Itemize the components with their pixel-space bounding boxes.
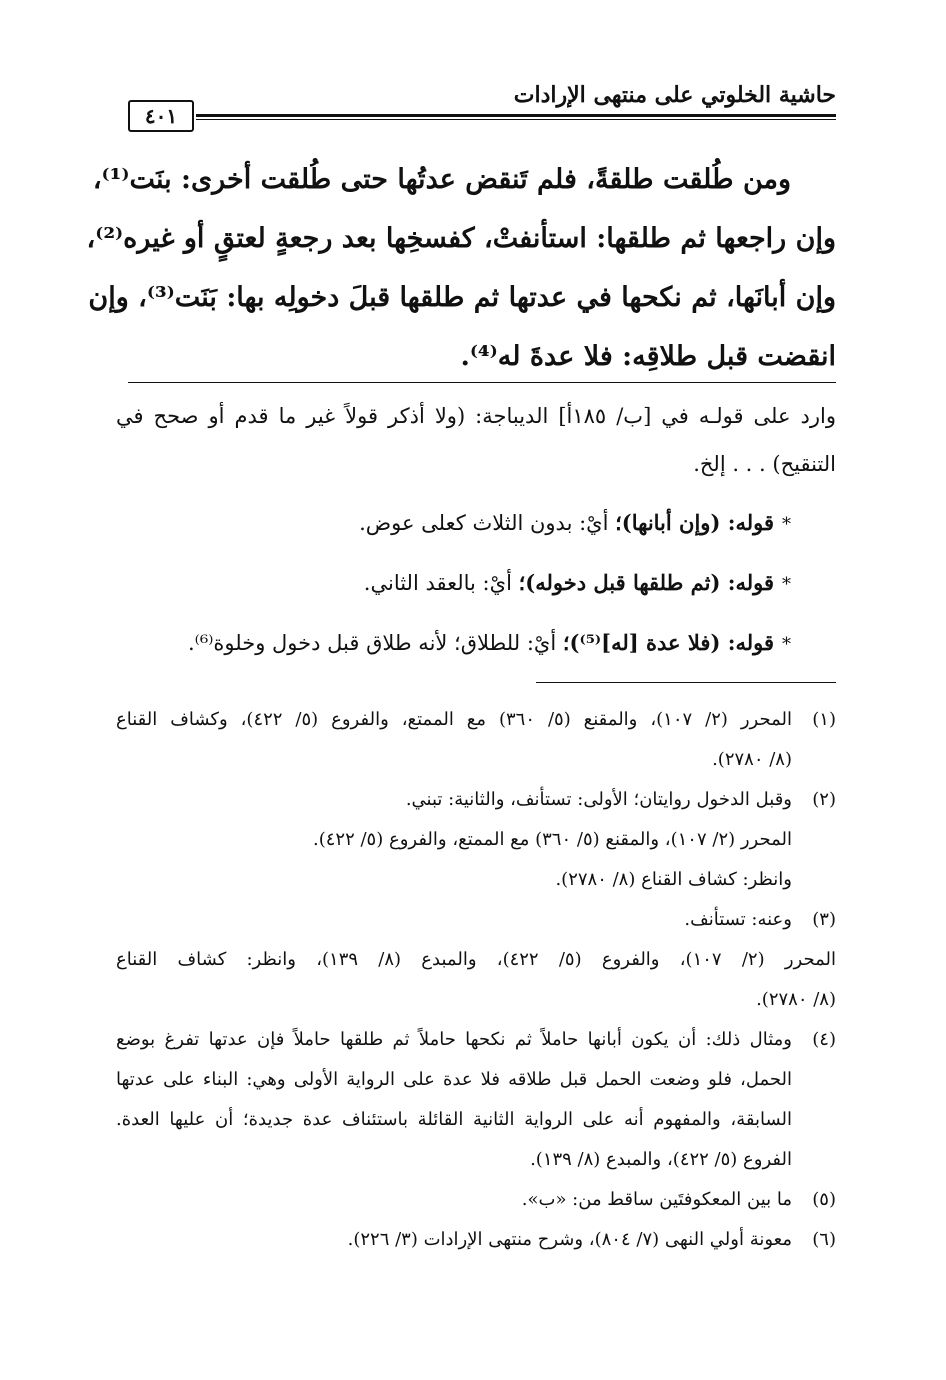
footnote — [116, 1220, 836, 1260]
footnote-number: (١) — [812, 709, 836, 730]
footnote-number: (٤) — [812, 1029, 836, 1050]
commentary-line: التنقيح) . . . إلخ. — [693, 452, 836, 476]
header-rule — [196, 114, 836, 117]
note-text: أيْ: للطلاق؛ لأنه طلاق قبل دخول وخلوة⁽⁶⁾. — [188, 631, 563, 655]
footnote-line: ما بين المعكوفتَين ساقط من: «ب». — [521, 1189, 792, 1210]
note-label: قوله: (ثم طلقها قبل دخوله)؛ — [518, 570, 774, 595]
footnote-number: (٦) — [812, 1229, 836, 1250]
note-text: أيْ: بدون الثلاث كعلى عوض. — [359, 511, 616, 535]
main-text — [86, 150, 836, 386]
footnote — [116, 780, 836, 900]
footnote — [116, 700, 836, 780]
footnote-line: الحمل، فلو وضعت الحمل قبل طلاقه فلا عدة على الرواية الأولى وهي: البناء على عدتها — [116, 1069, 792, 1090]
main-text-line: ومن طُلقت طلقةً، فلم تَنقض عدتُها حتى طُلقت أخرى: بنَت⁽¹⁾، — [92, 164, 791, 195]
asterisk-icon: * — [782, 574, 791, 595]
footnote-line: ومثال ذلك: أن يكون أبانها حاملاً ثم نكحها حاملاً ثم طلقها حاملاً فإن عدتها تفرغ بوضع — [116, 1029, 792, 1050]
commentary-separator — [128, 382, 836, 383]
note-label: قوله: (وإن أبانها)؛ — [615, 510, 774, 535]
footnote-line: المحرر (٢/ ١٠٧)، والمقنع (٥/ ٣٦٠) مع الممتع، والفروع (٥/ ٤٢٢). — [312, 829, 792, 850]
footnote-separator — [536, 682, 836, 683]
commentary-note — [116, 554, 836, 614]
footnote-line: معونة أولي النهى (٧/ ٨٠٤)، وشرح منتهى الإرادات (٣/ ٢٢٦). — [347, 1229, 792, 1250]
footnote-number: (٥) — [812, 1189, 836, 1210]
footnote — [116, 900, 836, 940]
footnote-line: السابقة، والمفهوم أنه على الرواية الثانية القائلة باستئناف عدة جديدة؛ أن عليها العدة. — [116, 1109, 792, 1130]
main-text-line: انقضت قبل طلاقِه: فلا عدةَ له⁽⁴⁾. — [460, 341, 836, 372]
commentary-note — [116, 494, 836, 554]
footnote — [116, 1180, 836, 1220]
footnote-number: (٣) — [812, 909, 836, 930]
footnote-line: (٨/ ٢٧٨٠). — [756, 989, 836, 1010]
header-rule-thin — [196, 119, 836, 120]
footnote-line: وعنه: تستأنف. — [684, 909, 792, 930]
footnotes — [116, 700, 836, 1260]
footnote-line: المحرر (٢/ ١٠٧)، والفروع (٥/ ٤٢٢)، والمبدع (٨/ ١٣٩)، وانظر: كشاف القناع — [116, 949, 836, 970]
footnote-line: المحرر (٢/ ١٠٧)، والمقنع (٥/ ٣٦٠) مع الممتع، والفروع (٥/ ٤٢٢)، وكشاف القناع — [116, 709, 792, 730]
asterisk-icon: * — [782, 634, 791, 655]
footnote-line: وانظر: كشاف القناع (٨/ ٢٧٨٠). — [555, 869, 792, 890]
asterisk-icon: * — [782, 514, 791, 535]
main-text-line: وإن أبانَها، ثم نكحها في عدتها ثم طلقها قبلَ دخولِه بها: بَنَت⁽³⁾، وإن — [88, 282, 836, 313]
main-text-line: وإن راجعها ثم طلقها: استأنفتْ، كفسخِها بعد رجعةٍ لعتقٍ أو غيره⁽²⁾، — [86, 223, 836, 254]
commentary — [116, 392, 836, 674]
footnote-line: (٨/ ٢٧٨٠). — [712, 749, 792, 770]
footnote-line: وقبل الدخول روايتان؛ الأولى: تستأنف، والثانية: تبني. — [405, 789, 792, 810]
note-label: قوله: (فلا عدة [له]⁽⁵⁾)؛ — [562, 630, 774, 655]
commentary-note — [116, 614, 836, 674]
note-text: أيْ: بالعقد الثاني. — [363, 571, 519, 595]
footnote-number: (٢) — [812, 789, 836, 810]
footnote-line: الفروع (٥/ ٤٢٢)، والمبدع (٨/ ١٣٩). — [530, 1149, 792, 1170]
page-number: ٤٠١ — [128, 100, 194, 132]
commentary-line: وارد على قولـه في [ب/ ١٨٥أ] الديباجة: (ولا أذكر قولاً غير ما قدم أو صحح في — [116, 404, 837, 428]
running-title: حاشية الخلوتي على منتهى الإرادات — [513, 82, 836, 108]
footnote — [116, 1020, 836, 1180]
